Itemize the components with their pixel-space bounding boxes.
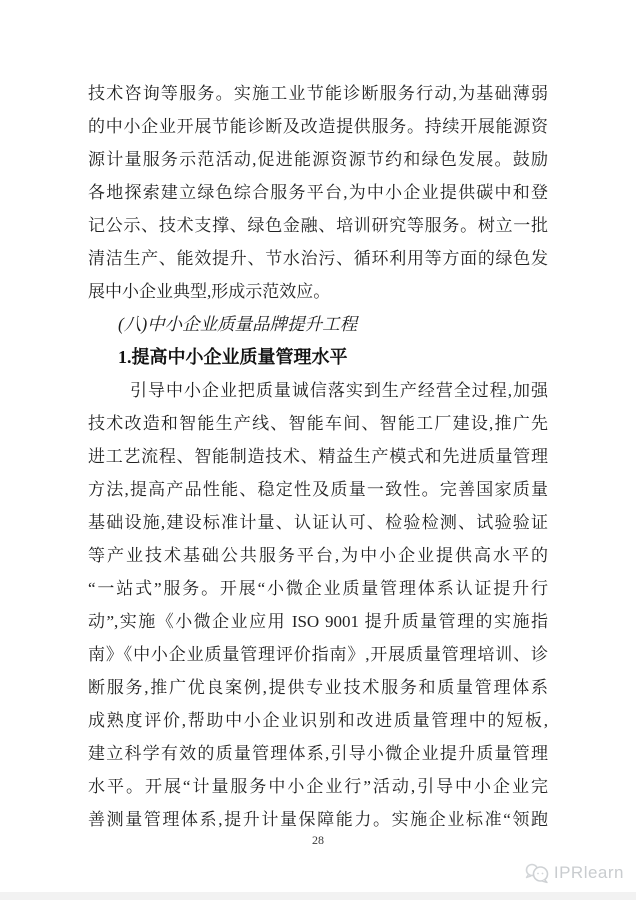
text-line: 各地探索建立绿色综合服务平台,为中小企业提供碳中和登 xyxy=(88,183,548,202)
text-line: 源计量服务示范活动,促进能源资源节约和绿色发展。鼓励 xyxy=(88,150,548,169)
text-line: 清洁生产、能效提升、节水治污、循环利用等方面的绿色发 xyxy=(88,249,548,268)
text-line: “一站式”服务。开展“小微企业质量管理体系认证提升行 xyxy=(88,579,548,598)
text-line: 的中小企业开展节能诊断及改造提供服务。持续开展能源资 xyxy=(88,117,548,136)
watermark-label: IPRlearn xyxy=(553,863,624,882)
watermark xyxy=(524,862,624,884)
page-number: 28 xyxy=(312,833,324,847)
text-line: 动”,实施《小微企业应用 ISO 9001 提升质量管理的实施指 xyxy=(88,612,548,631)
document-body xyxy=(88,77,548,836)
text-line: 1.提高中小企业质量管理水平 xyxy=(118,347,348,367)
text-line: 南》《中小企业质量管理评价指南》,开展质量管理培训、诊 xyxy=(88,645,548,664)
text-line: 建立科学有效的质量管理体系,引导小微企业提升质量管理 xyxy=(88,744,548,763)
text-line: 引导中小企业把质量诚信落实到生产经营全过程,加强 xyxy=(130,381,548,400)
text-line: (八)中小企业质量品牌提升工程 xyxy=(118,314,358,334)
text-line: 技术咨询等服务。实施工业节能诊断服务行动,为基础薄弱 xyxy=(88,84,548,103)
text-line: 基础设施,建设标准计量、认证认可、检验检测、试验验证 xyxy=(88,513,548,532)
text-line: 进工艺流程、智能制造技术、精益生产模式和先进质量管理 xyxy=(88,447,548,466)
text-line: 技术改造和智能生产线、智能车间、智能工厂建设,推广先 xyxy=(88,414,548,433)
chat-bubbles-icon xyxy=(524,862,550,884)
page-bottom-edge xyxy=(0,892,636,900)
text-line: 展中小企业典型,形成示范效应。 xyxy=(88,282,331,301)
text-line: 方法,提高产品性能、稳定性及质量一致性。完善国家质量 xyxy=(88,480,548,499)
text-line: 水平。开展“计量服务中小企业行”活动,引导中小企业完 xyxy=(88,777,548,796)
text-line: 等产业技术基础公共服务平台,为中小企业提供高水平的 xyxy=(88,546,548,565)
text-line: 善测量管理体系,提升计量保障能力。实施企业标准“领跑 xyxy=(88,810,548,829)
text-line: 记公示、技术支撑、绿色金融、培训研究等服务。树立一批 xyxy=(88,216,548,235)
text-line: 成熟度评价,帮助中小企业识别和改进质量管理中的短板, xyxy=(88,711,548,730)
text-line: 断服务,推广优良案例,提供专业技术服务和质量管理体系 xyxy=(88,678,548,697)
